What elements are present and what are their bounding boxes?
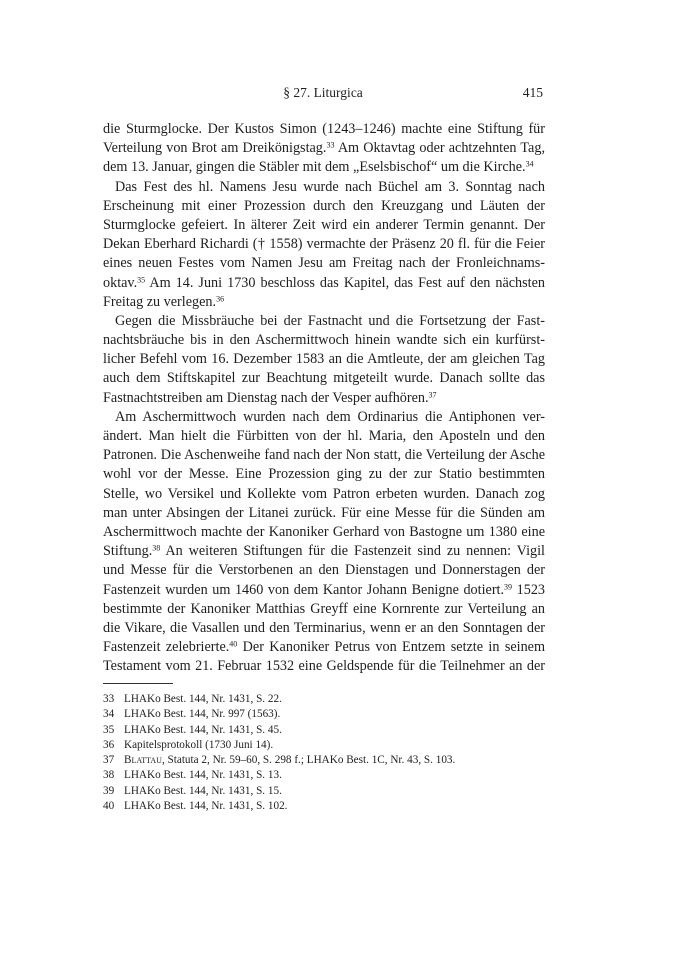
text-line: Dekan Eberhard Richardi († 1558) vermachte der Präsenz 20 fl. für die Feier [103, 236, 545, 253]
page-number: 415 [522, 85, 543, 100]
author-name: Blattau [124, 754, 162, 767]
footnote-separator [103, 683, 173, 684]
footnote [103, 707, 545, 722]
footnote-number: 35 [103, 723, 115, 736]
text-line: Patronen. Die Aschenweihe fand nach der Non statt, die Verteilung der Asche [103, 447, 545, 464]
paragraph [103, 120, 545, 178]
main-text [103, 120, 545, 676]
text-line: Das Fest des hl. Namens Jesu wurde nach Büchel am 3. Sonntag nach [115, 178, 545, 195]
footnote-text: LHAKo Best. 144, Nr. 997 (1563). [124, 708, 281, 721]
text-line: Am Aschermittwoch wurden nach dem Ordinarius die Antiphonen ver- [115, 408, 545, 425]
footnote-marker[interactable]: 39 [504, 582, 513, 592]
paragraph [103, 178, 545, 312]
text-line: Testament vom 21. Februar 1532 eine Geldspende für die Teilnehmer an der [103, 658, 545, 675]
footnote-text: LHAKo Best. 144, Nr. 1431, S. 102. [124, 800, 288, 813]
footnote-marker[interactable]: 37 [428, 390, 437, 400]
text-line: Freitag zu verlegen.$^{36}$ [103, 293, 225, 310]
footnote-text: , Statuta 2, Nr. 59–60, S. 298 f.; LHAKo Best. 1C, Nr. 43, S. 103. [161, 754, 456, 767]
footnote-text: LHAKo Best. 144, Nr. 1431, S. 13. [124, 769, 282, 782]
text-line: nachtsbräuche bis in den Aschermittwoch hinein wandte sich ein kurfürst- [103, 332, 545, 349]
text-line: Stiftung.$^{38}$ An weiteren Stiftungen für die Fastenzeit sind zu nennen: Vigil [103, 543, 545, 560]
footnote-number: 40 [103, 800, 115, 813]
page-header [103, 85, 543, 105]
footnote [103, 753, 545, 768]
paragraph [103, 408, 545, 677]
text-line: Fastenzeit zelebrierte.$^{40}$ Der Kanoniker Petrus von Entzem setzte in seinem [103, 639, 545, 656]
text-line: oktav.$^{35}$ Am 14. Juni 1730 beschloss das Kapitel, das Fest auf den nächsten [103, 274, 545, 291]
footnote [103, 723, 545, 738]
text-line: ändert. Man hielt die Fürbitten von der hl. Maria, den Aposteln und den [103, 428, 545, 444]
footnote-number: 36 [103, 738, 115, 751]
footnote-text: LHAKo Best. 144, Nr. 1431, S. 22. [124, 693, 282, 705]
footnote [103, 738, 545, 753]
text-line: dem 13. Januar, gingen die Stäbler mit dem „Eselsbischof“ um die Kirche.$^{34}$ [103, 159, 534, 176]
text-line: Fastenzeit wurden um 1460 von dem Kantor Johann Benigne dotiert.$^{39}$ 1523 [103, 581, 545, 598]
paragraph [103, 312, 545, 408]
footnote-text: LHAKo Best. 144, Nr. 1431, S. 45. [124, 723, 282, 736]
footnote [103, 768, 545, 783]
text-line: die Vikare, die Vasallen und den Terminarius, wenn er an den Sonntagen der [103, 619, 545, 636]
footnote-marker[interactable]: 38 [152, 543, 161, 553]
text-line: Verteilung von Brot am Dreikönigstag.$^{33}$ Am Oktavtag oder achtzehnten Tag, [103, 140, 545, 157]
footnote-number: 33 [103, 693, 115, 705]
text-line: die Sturmglocke. Der Kustos Simon (1243–1246) machte eine Stiftung für [103, 121, 545, 137]
footnote-marker[interactable]: 36 [216, 294, 225, 304]
text-line: bestimmte der Kanoniker Matthias Greyff eine Kornrente zur Verteilung an [103, 600, 545, 617]
text-line: Gegen die Missbräuche bei der Fastnacht und die Fortsetzung der Fast- [115, 312, 545, 329]
footnotes [103, 692, 545, 814]
footnote-text: LHAKo Best. 144, Nr. 1431, S. 15. [124, 784, 282, 797]
text-line: und Messe für die Verstorbenen an den Dienstagen und Donnerstagen der [103, 562, 545, 579]
text-line: wohl vor der Messe. Eine Prozession ging zu der zur Statio bestimmten [103, 466, 545, 483]
text-line: Sturmglocke gefeiert. In älterer Zeit wird ein anderer Termin genannt. Der [103, 216, 545, 233]
footnote-number: 38 [103, 769, 115, 782]
footnote-number: 39 [103, 784, 115, 797]
running-title: § 27. Liturgica [283, 85, 363, 100]
footnote-marker[interactable]: 40 [229, 639, 238, 649]
footnote [103, 799, 545, 814]
text-line: Aschermittwoch machte der Kanoniker Gerhard von Bastogne um 1380 eine [103, 523, 545, 540]
footnote [103, 784, 545, 799]
footnote-marker[interactable]: 34 [525, 159, 534, 169]
text-line: Erscheinung mit einer Prozession durch den Kreuzgang und Läuten der [103, 197, 545, 214]
text-line: eines neuen Festes vom Namen Jesu am Freitag nach der Fronleichnams- [103, 255, 545, 272]
footnote-number: 34 [103, 708, 115, 721]
text-line: auch dem Stiftskapitel zur Beachtung mitgeteilt wurde. Danach sollte das [103, 370, 545, 387]
footnote-marker[interactable]: 33 [326, 140, 335, 150]
footnote-text: Kapitelsprotokoll (1730 Juni 14). [124, 738, 274, 751]
footnote [103, 692, 545, 707]
footnote-marker[interactable]: 35 [137, 275, 146, 285]
footnote-number: 37 [103, 754, 115, 767]
text-line: man unter Absingen der Litanei zurück. Für eine Messe für die Sünden am [103, 504, 545, 521]
text-line: licher Befehl vom 16. Dezember 1583 an die Amtleute, der am gleichen Tag [103, 351, 545, 368]
text-line: Fastnachtstreiben am Dienstag nach der Vesper aufhören.$^{37}$ [103, 389, 437, 406]
text-line: Stelle, wo Versikel und Kollekte vom Patron erbeten wurden. Danach zog [103, 485, 545, 502]
